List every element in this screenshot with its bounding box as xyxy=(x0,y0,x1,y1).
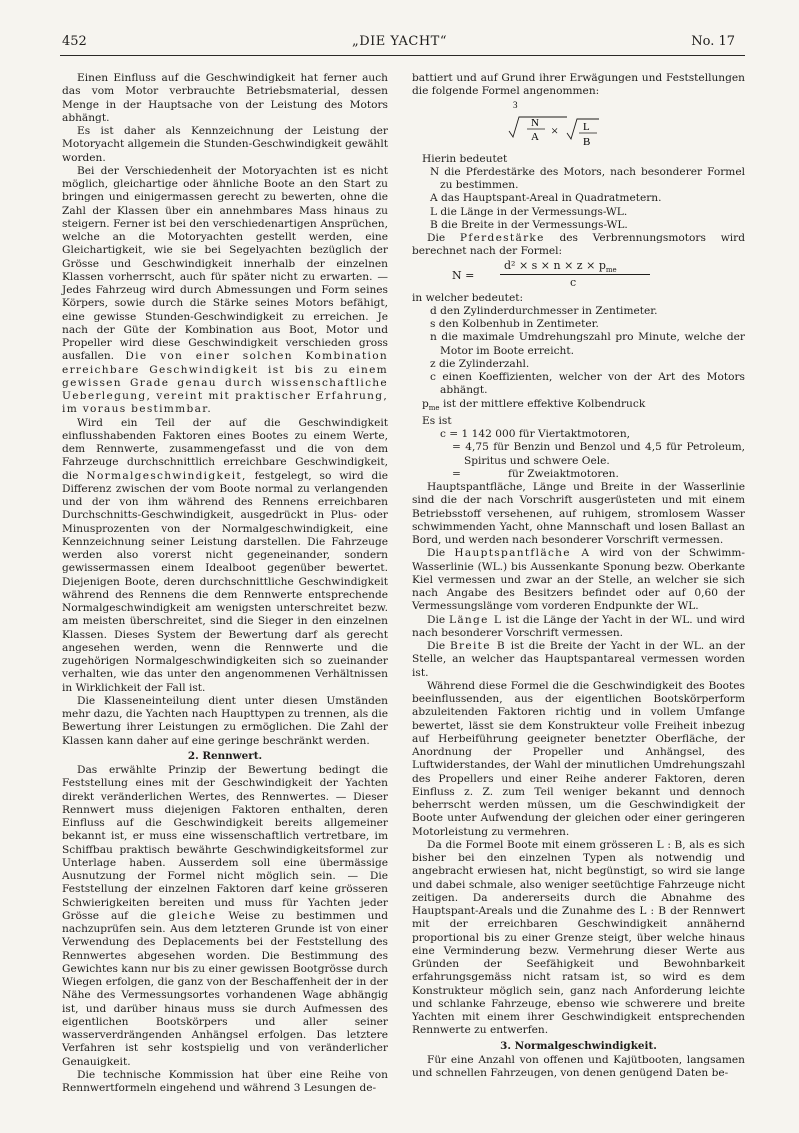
paragraph: Die technische Kommission hat über eine Reihe von Rennwertformeln eingehend und während 3 Lesungen de- xyxy=(62,1068,388,1094)
paragraph: Hauptspantfläche, Länge und Breite in der Wasserlinie sind die der nach Vorschrift ausgerüsteten und mit einem Betriebsstoff versehenen, auf ruhigem, stromlosem Wasser schwimmenden Yacht, ohne Mannschaft und losen Ballast an Bord, und werden nach besonderer Vorschrift vermessen. xyxy=(412,481,745,547)
paragraph: Da die Formel Boote mit einem grösseren L : B, als es sich bisher bei den einzelnen Typen als notwendig und angebracht erwiesen hat, nicht begünstigt, so wird sie lange und dabei schmale, also weniger seetüchtige Fahrzeuge nicht zeitigen. Da andererseits durch die Abnahme des Hauptspant-Areals und die Zunahme des L : B der Rennwert mit der erreichbaren Geschwindigkeit annähernd proportional bis zu einer Grenze steigt, über welche hinaus eine Verminderung bezw. Vermehrung dieser Werte aus Gründen der Seefähigkeit und Bewohnbarkeit erfahrungsgemäss nicht ratsam ist, so wird es dem Konstrukteur möglich sein, ganz nach Anforderung leichte und schlanke Fahrzeuge, ebenso wie schwerere und breite Yachten mit einem ihrer Geschwindigkeit entsprechenden Rennwerte zu entwerfen. xyxy=(412,838,745,1037)
definition-item xyxy=(412,398,745,415)
paragraph-text: Die xyxy=(427,232,446,244)
emphasis-spaced: Normalgeschwindigkeit, xyxy=(86,469,247,482)
paragraph-text: ist die Länge der Yacht in der WL. und wird nach besonderer Vorschrift vermessen. xyxy=(412,613,746,639)
formula-denominator: c xyxy=(570,275,577,289)
emphasis-spaced: gleiche xyxy=(168,909,217,922)
formula-subscript: me xyxy=(605,265,617,274)
formula-denominator: A xyxy=(531,130,539,143)
horsepower-formula xyxy=(412,259,745,292)
header-rule xyxy=(60,55,745,56)
definition-intro: Hierin bedeutet xyxy=(422,152,508,165)
formula-numerator-text: d² × s × n × z × p xyxy=(504,258,606,272)
paragraph: Für eine Anzahl von offenen und Kajütbooten, langsamen und schnellen Fahrzeugen, von denen genügend Daten be- xyxy=(412,1053,745,1080)
paragraph xyxy=(62,417,388,695)
section-heading: 2. Rennwert. xyxy=(187,749,263,762)
formula-graphic xyxy=(507,99,637,153)
symbol: p xyxy=(422,397,429,410)
formula-lhs: N = xyxy=(452,268,475,282)
paragraph-text: Wird ein Teil der auf die Geschwindigkeit einflusshabenden Faktoren eines Bootes zu einem Werte, dem Rennwerte, zusammengefasst und die von dem Fahrzeuge durchschnittlich erreichbare Geschwindigkeit, die xyxy=(62,416,388,482)
paragraph-text: festgelegt, so wird die Differenz zwischen der vom Boote normal zu verlangenden und der von ihm während des Rennens erreichbaren Durchschnitts-Geschwindigkeit, ausgedrückt in Plus- oder Minusprozenten von der Normalgeschwindigkeit, eine Kennzeichnung seiner Leistung darstellen. Die Fahrzeuge werden also vorerst nicht gegeneinander, sondern gewissermassen einem Idealboot gegenüber bewertet. Diejenigen Boote, deren durchschnittliche Geschwindigkeit während des Rennens die dem Rennwerte entsprechende Normalgeschwindigkeit am wenigsten unterschreitet bezw. am meisten überschreitet, sind die Sieger in den einzelnen Klassen. Dieses System der Bewertung darf als gerecht angesehen werden, wenn die Rennwerte und die zugehörigen Normalgeschwindigkeiten sich so zueinander verhalten, wie das unter den angenommenen Verhältnissen in Wirklichkeit der Fall ist. xyxy=(62,469,388,694)
definition-item: n die maximale Umdrehungszahl pro Minute, welche der Motor im Boote erreicht. xyxy=(430,331,745,357)
paragraph-text: Die xyxy=(427,640,446,653)
definition-item: z die Zylinderzahl. xyxy=(430,357,530,370)
paragraph xyxy=(412,640,745,680)
formula-numerator: N xyxy=(531,116,539,129)
definition-item: d den Zylinderdurchmesser in Zentimeter. xyxy=(430,304,658,317)
definition-item: c einen Koeffizienten, welcher von der Art des Motors abhängt. xyxy=(430,371,745,397)
definition-intro: in welcher bedeutet: xyxy=(412,291,524,304)
paragraph-text: Weise zu bestimmen und nachzuprüfen sein. Aus dem letzteren Grunde ist von einer Verwendung des Deplacements bei der Feststellung des Rennwertes abgesehen worden. Die Bestimmung des Gewichtes kann nur bis zu einer gewissen Bootgrösse durch Wiegen erfolgen, die ganz von der Beschaffenheit der in der Nähe des Vermessungsortes vorhandenen Wage abhängig ist, und darüber hinaus muss sie durch Aufmessen des eigentlichen Bootskörpers und aller seiner wasserverdrängenden Anhängsel erfolgen. Das letztere Verfahren ist sehr kostspielig und von veränderlicher Genauigkeit. xyxy=(62,909,388,1068)
definition-item: A das Hauptspant-Areal in Quadratmetern. xyxy=(430,192,662,205)
rennwert-formula xyxy=(412,99,745,153)
formula-B: B xyxy=(583,135,591,148)
definition-list xyxy=(412,292,745,482)
root-index: 3 xyxy=(513,99,518,110)
coefficient-line: = 4,75 für Benzin und Benzol und 4,5 für Petroleum, Spiritus und schwere Oele. xyxy=(452,441,745,467)
symbol-subscript: me xyxy=(428,403,440,412)
fraction-bar xyxy=(500,274,650,275)
paragraph-text: Das erwählte Prinzip der Bewertung bedingt die Feststellung eines mit der Geschwindigkeit der Yachten direkt veränderlichen Wertes, des Rennwertes. — Dieser Rennwert muss diejenigen Faktoren enthalten, deren Einfluss auf die Geschwindigkeit bereits allgemeiner bekannt ist, er muss eine wissenschaftlich vertretbare, im Schiffbau praktisch bewährte Geschwindigkeitsformel zur Unterlage haben. Ausserdem soll eine übermässige Ausnutzung der Formel nicht möglich sein. — Die Feststellung der einzelnen Faktoren darf keine grösseren Schwierigkeiten bereiten und muss für Yachten jeder Grösse auf die xyxy=(62,764,388,922)
paragraph xyxy=(412,614,745,641)
page-number: 452 xyxy=(62,34,87,49)
running-header xyxy=(0,34,799,54)
paragraph: Es ist daher als Kennzeichnung der Leistung der Motoryacht allgemein die Stunden-Geschwindigkeit gewählt worden. xyxy=(62,125,388,164)
emphasis-spaced: Die von einer solchen Kombination erreichbare Geschwindigkeit ist bis zu einem gewissen Grade genau durch wissenschaftliche Ueberlegung, vereint mit praktischer Erfahrung, im voraus bestimmbar. xyxy=(62,350,388,416)
paragraph: Einen Einfluss auf die Geschwindigkeit hat ferner auch das vom Motor verbrauchte Betriebsmaterial, dessen Menge in der Hauptsache von der Leistung des Motors abhängt. xyxy=(62,72,388,124)
paragraph: Während diese Formel die die Geschwindigkeit des Bootes beeinflussenden, aus der eigentlichen Bootskörperform abzuleitenden Faktoren richtig und in vollem Umfange bewertet, lässt sie dem Konstrukteur volle Freiheit inbezug auf Herbeiführung geeigneter benetzter Oberfläche, der Anordnung der Propeller und Anhängsel, des Luftwiderstandes, der Wahl der minutlichen Umdrehungszahl des Propellers und einer Reihe anderer Faktoren, deren Einfluss z. Z. zum Teil weniger bekannt und dennoch beherrscht werden müssen, um die Geschwindigkeit der Boote unter Aufwendung der gleichen oder einer geringeren Motorleistung zu vermehren. xyxy=(412,679,745,838)
paragraph xyxy=(412,547,745,613)
paragraph xyxy=(62,165,388,417)
paragraph xyxy=(412,232,745,259)
emphasis-spaced: Breite B xyxy=(449,640,506,653)
section-heading: 3. Normalgeschwindigkeit. xyxy=(500,1039,657,1052)
paragraph-text: des Verbrennungsmotors wird berechnet nach der Formel: xyxy=(412,232,745,258)
formula-L: L xyxy=(583,120,590,133)
definition-item: N die Pferdestärke des Motors, nach besonderer Formel zu bestimmen. xyxy=(430,165,745,191)
definition-item: L die Länge in der Vermessungs-WL. xyxy=(430,205,628,218)
paragraph-text: wird von der Schwimm-Wasserlinie (WL.) bis Aussenkante Sponung bezw. Oberkante Kiel vermessen und zwar an der Stelle, an welcher sie sich nach Angabe des Besitzers befindet oder auf 0,60 der Vermessungslänge vom vorderen Endpunkte der WL. xyxy=(412,547,745,613)
journal-title: „DIE YACHT“ xyxy=(352,34,447,49)
issue-number: No. 17 xyxy=(691,34,735,49)
coefficient-line: = für Zweiaktmotoren. xyxy=(452,467,619,480)
definition-text: ist der mittlere effektive Kolbendruck xyxy=(442,397,646,410)
paragraph-text: ist die Breite der Yacht in der WL. an der Stelle, an welcher das Hauptspantareal vermessen worden ist. xyxy=(412,640,745,679)
paragraph: battiert und auf Grund ihrer Erwägungen und Feststellungen die folgende Formel angenommen: xyxy=(412,72,745,98)
definition-item: s den Kolbenhub in Zentimeter. xyxy=(430,318,599,330)
definition-item: B die Breite in der Vermessungs-WL. xyxy=(430,218,628,231)
coefficient-line: c = 1 142 000 für Viertaktmotoren, xyxy=(440,428,631,441)
paragraph-text: Die xyxy=(427,547,446,560)
paragraph-text: Die xyxy=(427,613,446,626)
paragraph-text: Bei der Verschiedenheit der Motoryachten ist es nicht möglich, gleichartige oder ähnliche Boote an den Start zu bringen und einigermassen gerecht zu bewerten, ohne die Zahl der Klassen über ein annehmbares Mass hinaus zu steigern. Ferner ist bei den verschiedenartigen Ansprüchen, welche an die Motoryachten gestellt werden, eine Gleichartigkeit, wie sie bei Segelyachten bezüglich der Grösse und Geschwindigkeit innerhalb der einzelnen Klassen vorherrscht, auch für später nicht zu erwarten. — Jedes Fahrzeug wird durch Abmessungen und Form seines Körpers, sowie durch die Stärke seines Motors befähigt, eine gewisse Stunden-Geschwindigkeit zu erreichen. Je nach der Güte der Kombination aus Boot, Motor und Propeller wird diese Geschwindigkeit verschieden gross ausfallen. xyxy=(62,164,388,363)
times-sign: × xyxy=(551,122,559,138)
left-column xyxy=(62,72,388,1095)
emphasis-spaced: Länge L xyxy=(448,613,503,626)
paragraph: Die Klasseneinteilung dient unter diesen Umständen mehr dazu, die Yachten nach Haupttypen zu trennen, als die Bewertung ihrer Leistungen zu ermöglichen. Die Zahl der Klassen kann daher auf eine geringe beschränkt werden. xyxy=(62,694,388,747)
definition-intro: Es ist xyxy=(422,414,452,427)
right-column xyxy=(412,72,745,1080)
paragraph xyxy=(62,764,388,1069)
emphasis-spaced: Pferdestärke xyxy=(459,232,545,244)
emphasis-spaced: Hauptspantfläche A xyxy=(454,547,591,560)
definition-list xyxy=(412,153,745,233)
